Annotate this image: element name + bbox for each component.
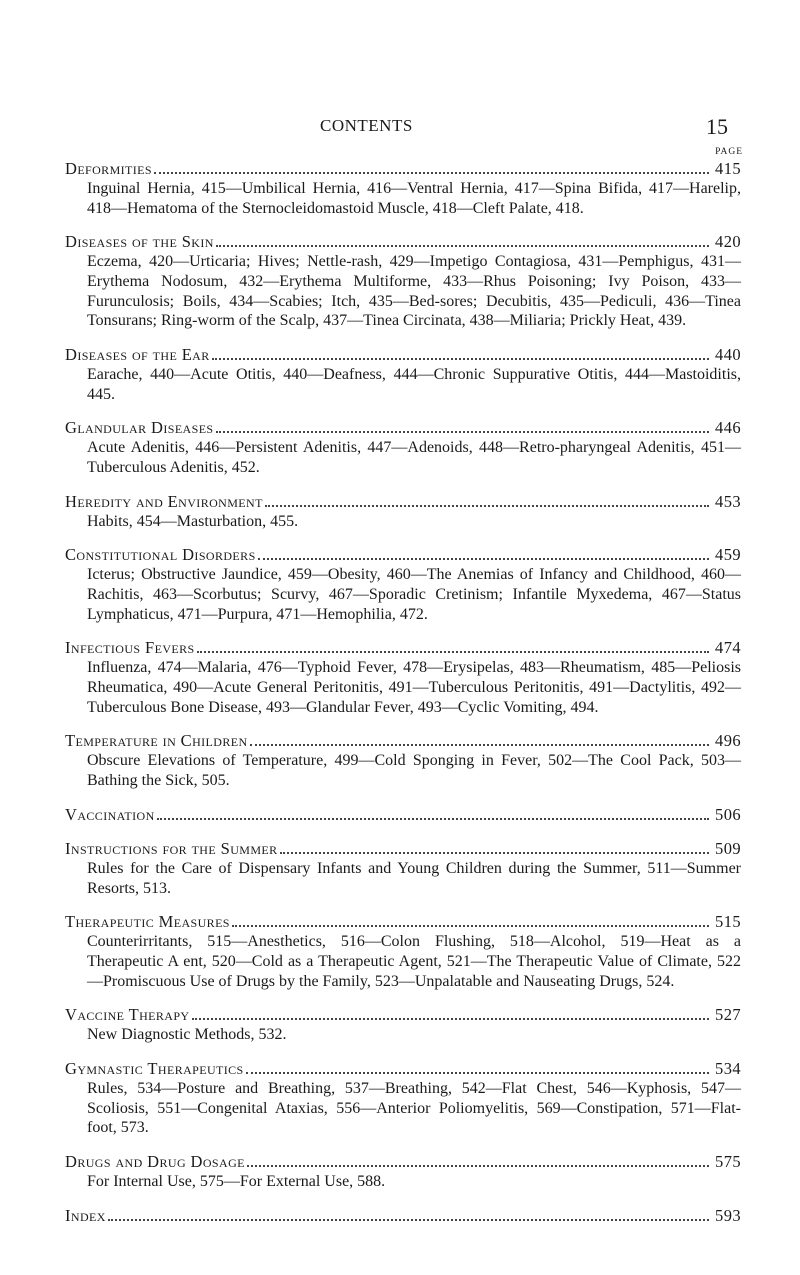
toc-entry: [65, 544, 741, 624]
toc-heading-title: Diseases of the Skin: [65, 232, 214, 252]
toc-heading-title: Vaccination: [65, 804, 155, 824]
toc-subentries: Influenza, 474—Malaria, 476—Typhoid Fever, 478—Erysipelas, 483—Rheumatism, 485—Peliosis Rheumatica, 490—Acute General Peritonitis, 491—Tuberculous Peritonitis, 491—Dactylitis, 492—Tuberculous Bone Disease, 493—Glandular Fever, 493—Cyclic Vomiting, 494.: [87, 659, 741, 716]
dot-leader: [246, 1072, 709, 1074]
toc-subentries: Rules, 534—Posture and Breathing, 537—Breathing, 542—Flat Chest, 546—Kyphosis, 547—Scoliosis, 551—Congenital Ataxias, 556—Anterior Poliomyelitis, 569—Constipation, 571—Flat-foot, 573.: [87, 1080, 741, 1137]
toc-subentries: Inguinal Hernia, 415—Umbilical Hernia, 416—Ventral Hernia, 417—Spina Bifida, 417—Harelip, 418—Hematoma of the Sternocleidomastoid Muscle, 418—Cleft Palate, 418.: [87, 180, 741, 217]
toc-heading-title: Index: [65, 1205, 106, 1225]
dot-leader: [157, 818, 709, 820]
toc-heading-page: 446: [715, 418, 741, 438]
toc-heading-title: Drugs and Drug Dosage: [65, 1152, 245, 1172]
toc-heading-page: 420: [715, 232, 741, 252]
toc-heading: [65, 1004, 741, 1025]
toc-subentries: Rules for the Care of Dispensary Infants and Young Children during the Summer, 511—Summer Resorts, 513.: [87, 859, 741, 897]
toc-subentries: Icterus; Obstructive Jaundice, 459—Obesity, 460—The Anemias of Infancy and Childhood, 460—Rachitis, 463—Scorbutus; Scurvy, 467—Sporadic Cretinism; Infantile Myxedema, 467—Status Lymphaticus, 471—Purpura, 471—Hemophilia, 472.: [87, 566, 741, 623]
toc-heading-page: 453: [715, 491, 741, 511]
toc-heading-title: Infectious Fevers: [65, 638, 195, 658]
toc-subentries: Obscure Elevations of Temperature, 499—Cold Sponging in Fever, 502—The Cool Pack, 503—Bathing the Sick, 505.: [87, 752, 741, 789]
toc-entry: [65, 417, 741, 477]
toc-entry: [65, 491, 741, 532]
toc-heading-page: 527: [715, 1005, 741, 1025]
toc-heading-page: 575: [715, 1152, 741, 1172]
toc-heading: [65, 417, 741, 438]
toc-entry: [65, 1151, 741, 1192]
dot-leader: [258, 558, 709, 560]
dot-leader: [154, 172, 709, 174]
toc-heading-page: 534: [715, 1059, 741, 1079]
dot-leader: [216, 245, 709, 247]
running-header: [0, 116, 800, 140]
toc-heading: [65, 344, 741, 365]
dot-leader: [250, 744, 710, 746]
toc-entry: [65, 838, 741, 898]
toc-heading: [65, 838, 741, 859]
toc-heading-title: Diseases of the Ear: [65, 344, 210, 364]
toc-heading-page: 496: [715, 731, 741, 751]
toc-heading: [65, 544, 741, 565]
toc-heading-page: 440: [715, 344, 741, 364]
toc-heading-page: 509: [715, 838, 741, 858]
toc-heading-title: Heredity and Environment: [65, 491, 263, 511]
toc-heading: [65, 491, 741, 512]
dot-leader: [232, 925, 709, 927]
toc-entry: [65, 1205, 741, 1226]
toc-entry: [65, 637, 741, 717]
dot-leader: [192, 1018, 710, 1020]
toc-heading-page: 415: [715, 159, 741, 178]
toc-entry: [65, 1004, 741, 1045]
toc-heading: [65, 158, 741, 179]
toc-heading: [65, 1058, 741, 1079]
dot-leader: [212, 358, 709, 360]
page-column-label: PAGE: [715, 147, 743, 157]
toc-heading: [65, 1151, 741, 1172]
toc-subentries: Habits, 454—Masturbation, 455.: [87, 512, 299, 530]
dot-leader: [265, 505, 709, 507]
toc-entry: [65, 158, 741, 218]
toc-heading-page: 459: [715, 545, 741, 565]
toc-subentries: Counterirritants, 515—Anesthetics, 516—Colon Flushing, 518—Alcohol, 519—Heat as a Therapeutic A ent, 520—Cold as a Therapeutic Agent, 521—The Therapeutic Value of Climate, 522—Promiscuous Use of Drugs by the Family, 523—Unpalatable and Nauseating Drugs, 524.: [87, 933, 741, 990]
toc-heading-title: Vaccine Therapy: [65, 1005, 190, 1025]
dot-leader: [247, 1165, 709, 1167]
toc-heading-page: 515: [715, 912, 741, 932]
toc-entry: [65, 730, 741, 790]
toc-entry: [65, 804, 741, 825]
dot-leader: [216, 431, 710, 433]
toc-heading: [65, 804, 741, 825]
page-number: 15: [706, 114, 728, 139]
toc-heading: [65, 911, 741, 932]
toc-subentries: New Diagnostic Methods, 532.: [87, 1026, 287, 1044]
page-title: CONTENTS: [320, 116, 413, 135]
toc-entry: [65, 344, 741, 404]
toc-entry: [65, 231, 741, 330]
toc-heading-title: Gymnastic Therapeutics: [65, 1059, 244, 1079]
toc-heading-title: Constitutional Disorders: [65, 545, 256, 565]
dot-leader: [108, 1219, 709, 1221]
toc-subentries: Eczema, 420—Urticaria; Hives; Nettle-rash, 429—Impetigo Contagiosa, 431—Pemphigus, 431—Erythema Nodosum, 432—Erythema Multiforme, 433—Rhus Poisoning; Ivy Poison, 433—Furunculosis; Boils, 434—Scabies; Itch, 435—Bed-sores; Decubitis, 435—Pediculi, 436—Tinea Tonsurans; Ring-worm of the Scalp, 437—Tinea Circinata, 438—Miliaria; Prickly Heat, 439.: [87, 253, 741, 330]
toc-heading: [65, 231, 741, 252]
toc-entry: [65, 1058, 741, 1138]
toc-heading: [65, 730, 741, 751]
toc-subentries: For Internal Use, 575—For External Use, 588.: [87, 1173, 386, 1191]
dot-leader: [280, 852, 710, 854]
dot-leader: [197, 651, 709, 653]
toc-heading-title: Glandular Diseases: [65, 418, 214, 438]
toc-heading: [65, 1205, 741, 1226]
toc-heading-page: 474: [715, 638, 741, 658]
toc-heading-title: Therapeutic Measures: [65, 912, 230, 932]
table-of-contents: [65, 158, 741, 1239]
toc-subentries: Earache, 440—Acute Otitis, 440—Deafness, 444—Chronic Suppurative Otitis, 444—Mastoiditis, 445.: [87, 365, 741, 403]
toc-heading-page: 506: [715, 804, 741, 824]
toc-entry: [65, 911, 741, 991]
toc-heading-title: Temperature in Children: [65, 731, 248, 751]
toc-heading-page: 593: [715, 1205, 741, 1225]
toc-subentries: Acute Adenitis, 446—Persistent Adenitis, 447—Adenoids, 448—Retro-pharyngeal Adenitis, 451—Tuberculous Adenitis, 452.: [87, 439, 741, 476]
toc-heading: [65, 637, 741, 658]
toc-heading-title: Instructions for the Summer: [65, 838, 278, 858]
toc-heading-title: Deformities: [65, 159, 152, 178]
